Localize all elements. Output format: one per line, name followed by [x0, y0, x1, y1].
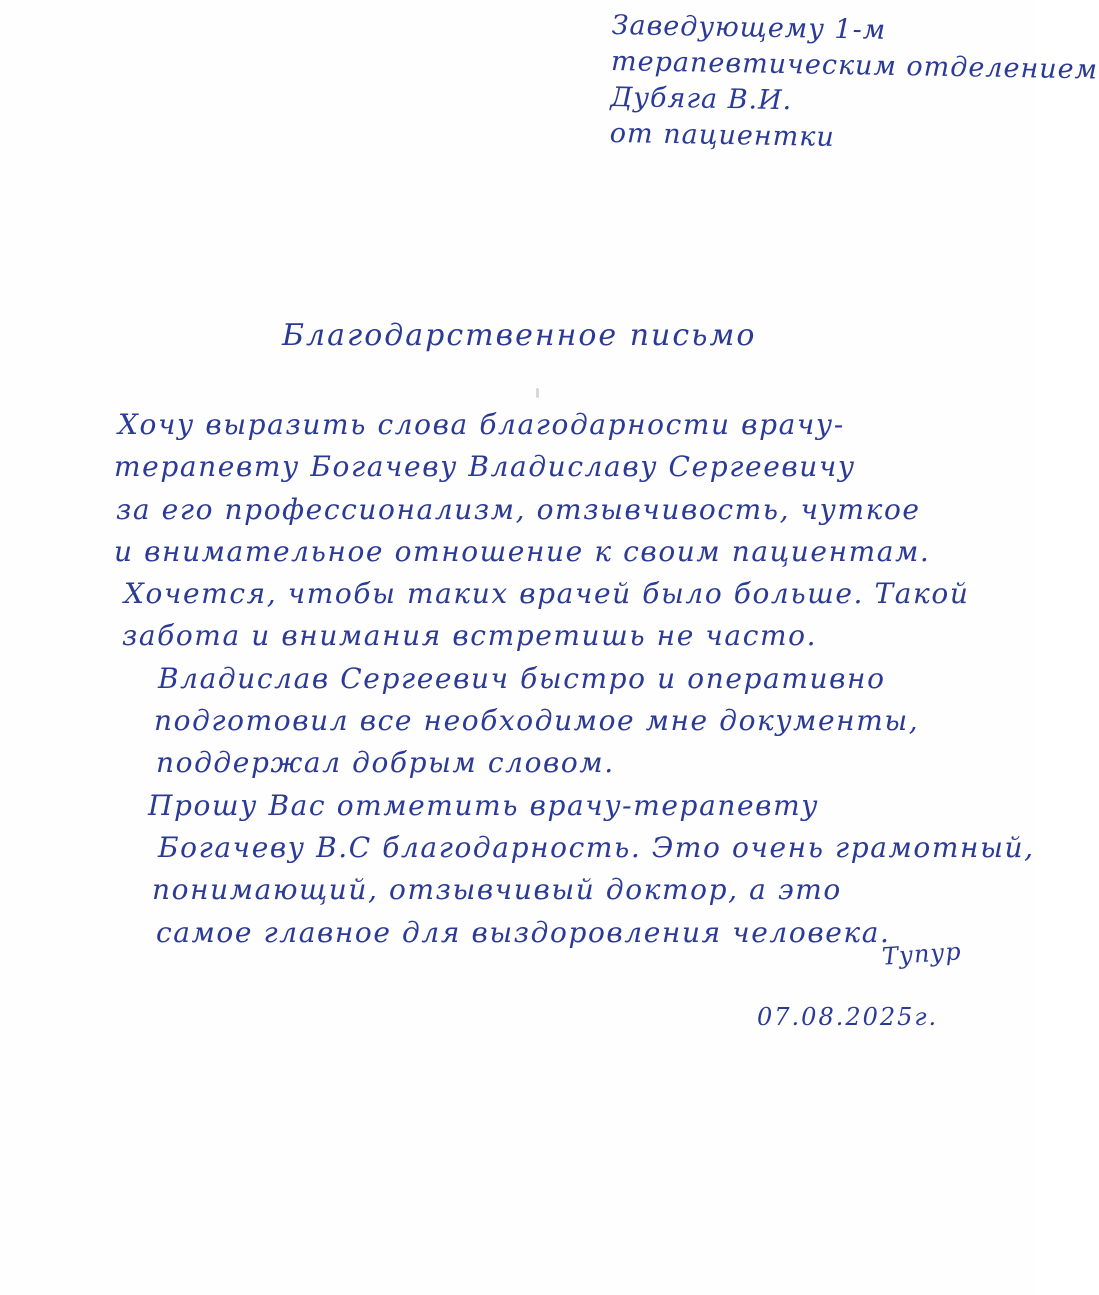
letter-title: Благодарственное письмо	[282, 318, 757, 353]
body-line: поддержал добрым словом.	[156, 746, 615, 780]
paper-speck	[536, 388, 539, 398]
body-line: и внимательное отношение к своим пациентам.	[114, 534, 931, 568]
body-line: забота и внимания встретишь не часто.	[122, 619, 818, 653]
body-line: самое главное для выздоровления человека.	[156, 915, 891, 949]
addressee-line: Дубяга В.И.	[610, 81, 793, 117]
body-line: терапевту Богачеву Владиславу Сергеевичу	[114, 450, 856, 484]
body-line: Богачеву В.С благодарность. Это очень грамотный,	[158, 830, 1035, 864]
body-line: понимающий, отзывчивый доктор, а это	[152, 873, 842, 907]
addressee-line: Заведующему 1-м	[611, 9, 887, 46]
addressee-line: от пациентки	[609, 117, 836, 153]
body-line: за его профессионализм, отзывчивость, чуткое	[116, 492, 921, 526]
addressee-block	[609, 8, 1099, 160]
letter-date: 07.08.2025г.	[757, 1003, 939, 1031]
body-line: Хочется, чтобы таких врачей было больше. Такой	[124, 577, 970, 611]
letter-body	[112, 404, 1035, 954]
body-line: Владислав Сергеевич быстро и оперативно	[158, 661, 886, 695]
signature: Тупур	[881, 937, 963, 971]
body-line: Хочу выразить слова благодарности врачу-	[118, 408, 845, 441]
body-line: подготовил все необходимое мне документы,	[154, 704, 920, 738]
body-line: Прошу Вас отметить врачу-терапевту	[148, 788, 820, 822]
addressee-line: терапевтическим отделением	[610, 45, 1099, 86]
